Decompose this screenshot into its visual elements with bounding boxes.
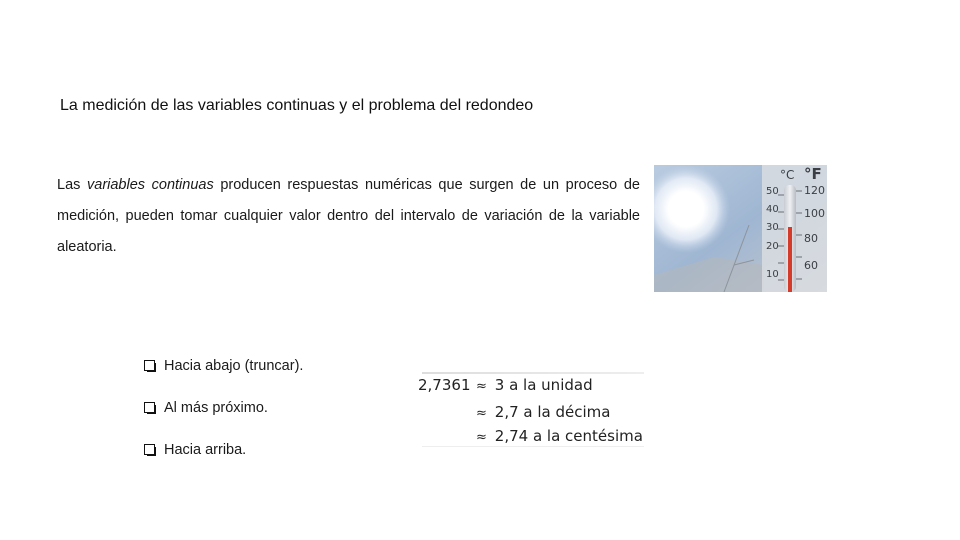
divider <box>422 446 644 447</box>
rounding-number: 2,7361 <box>418 376 471 394</box>
rounding-result: 2,74 a la centésima <box>494 427 643 445</box>
intro-paragraph <box>57 170 640 263</box>
list-item-label: Hacia arriba. <box>164 441 247 458</box>
rounding-result: 3 a la unidad <box>494 376 593 394</box>
f-tick: 80 <box>804 232 818 245</box>
unit-fahrenheit: °F <box>804 165 822 183</box>
slide-title: La medición de las variables continuas y el problema del redondeo <box>60 97 534 114</box>
c-tick: 40 <box>766 204 779 215</box>
c-tick: 10 <box>766 269 779 280</box>
thermometer-photo <box>654 165 827 292</box>
approx-symbol: ≈ <box>476 379 487 394</box>
approx-symbol: ≈ <box>476 430 487 445</box>
f-tick: 60 <box>804 259 818 272</box>
f-tick: 120 <box>804 184 825 197</box>
paragraph-emphasis: variables continuas <box>87 177 214 193</box>
checkbox-bullet-icon <box>144 402 156 414</box>
divider <box>422 372 644 374</box>
checkbox-bullet-icon <box>144 360 156 372</box>
c-tick: 30 <box>766 222 779 233</box>
rounding-row <box>418 403 610 421</box>
unit-celsius: °C <box>780 168 795 182</box>
paragraph-text-end: producen respuestas numéricas que surgen de un proceso de medición, pueden tomar cualquier valor dentro del intervalo de variación de la variable aleatoria. <box>57 177 640 255</box>
checkbox-bullet-icon <box>144 444 156 456</box>
c-tick: 20 <box>766 241 779 252</box>
list-item <box>144 397 303 418</box>
list-item <box>144 355 303 376</box>
rounding-row <box>418 427 643 445</box>
rounding-result: 2,7 a la décima <box>494 403 611 421</box>
rounding-row <box>418 376 593 394</box>
c-tick: 50 <box>766 186 779 197</box>
rounding-example <box>418 372 648 448</box>
f-tick: 100 <box>804 207 825 220</box>
list-item-label: Al más próximo. <box>164 399 268 416</box>
list-item <box>144 439 303 460</box>
approx-symbol: ≈ <box>476 406 487 421</box>
list-item-label: Hacia abajo (truncar). <box>164 357 304 374</box>
rounding-methods-list <box>144 355 303 481</box>
paragraph-text-start: Las <box>57 177 87 193</box>
